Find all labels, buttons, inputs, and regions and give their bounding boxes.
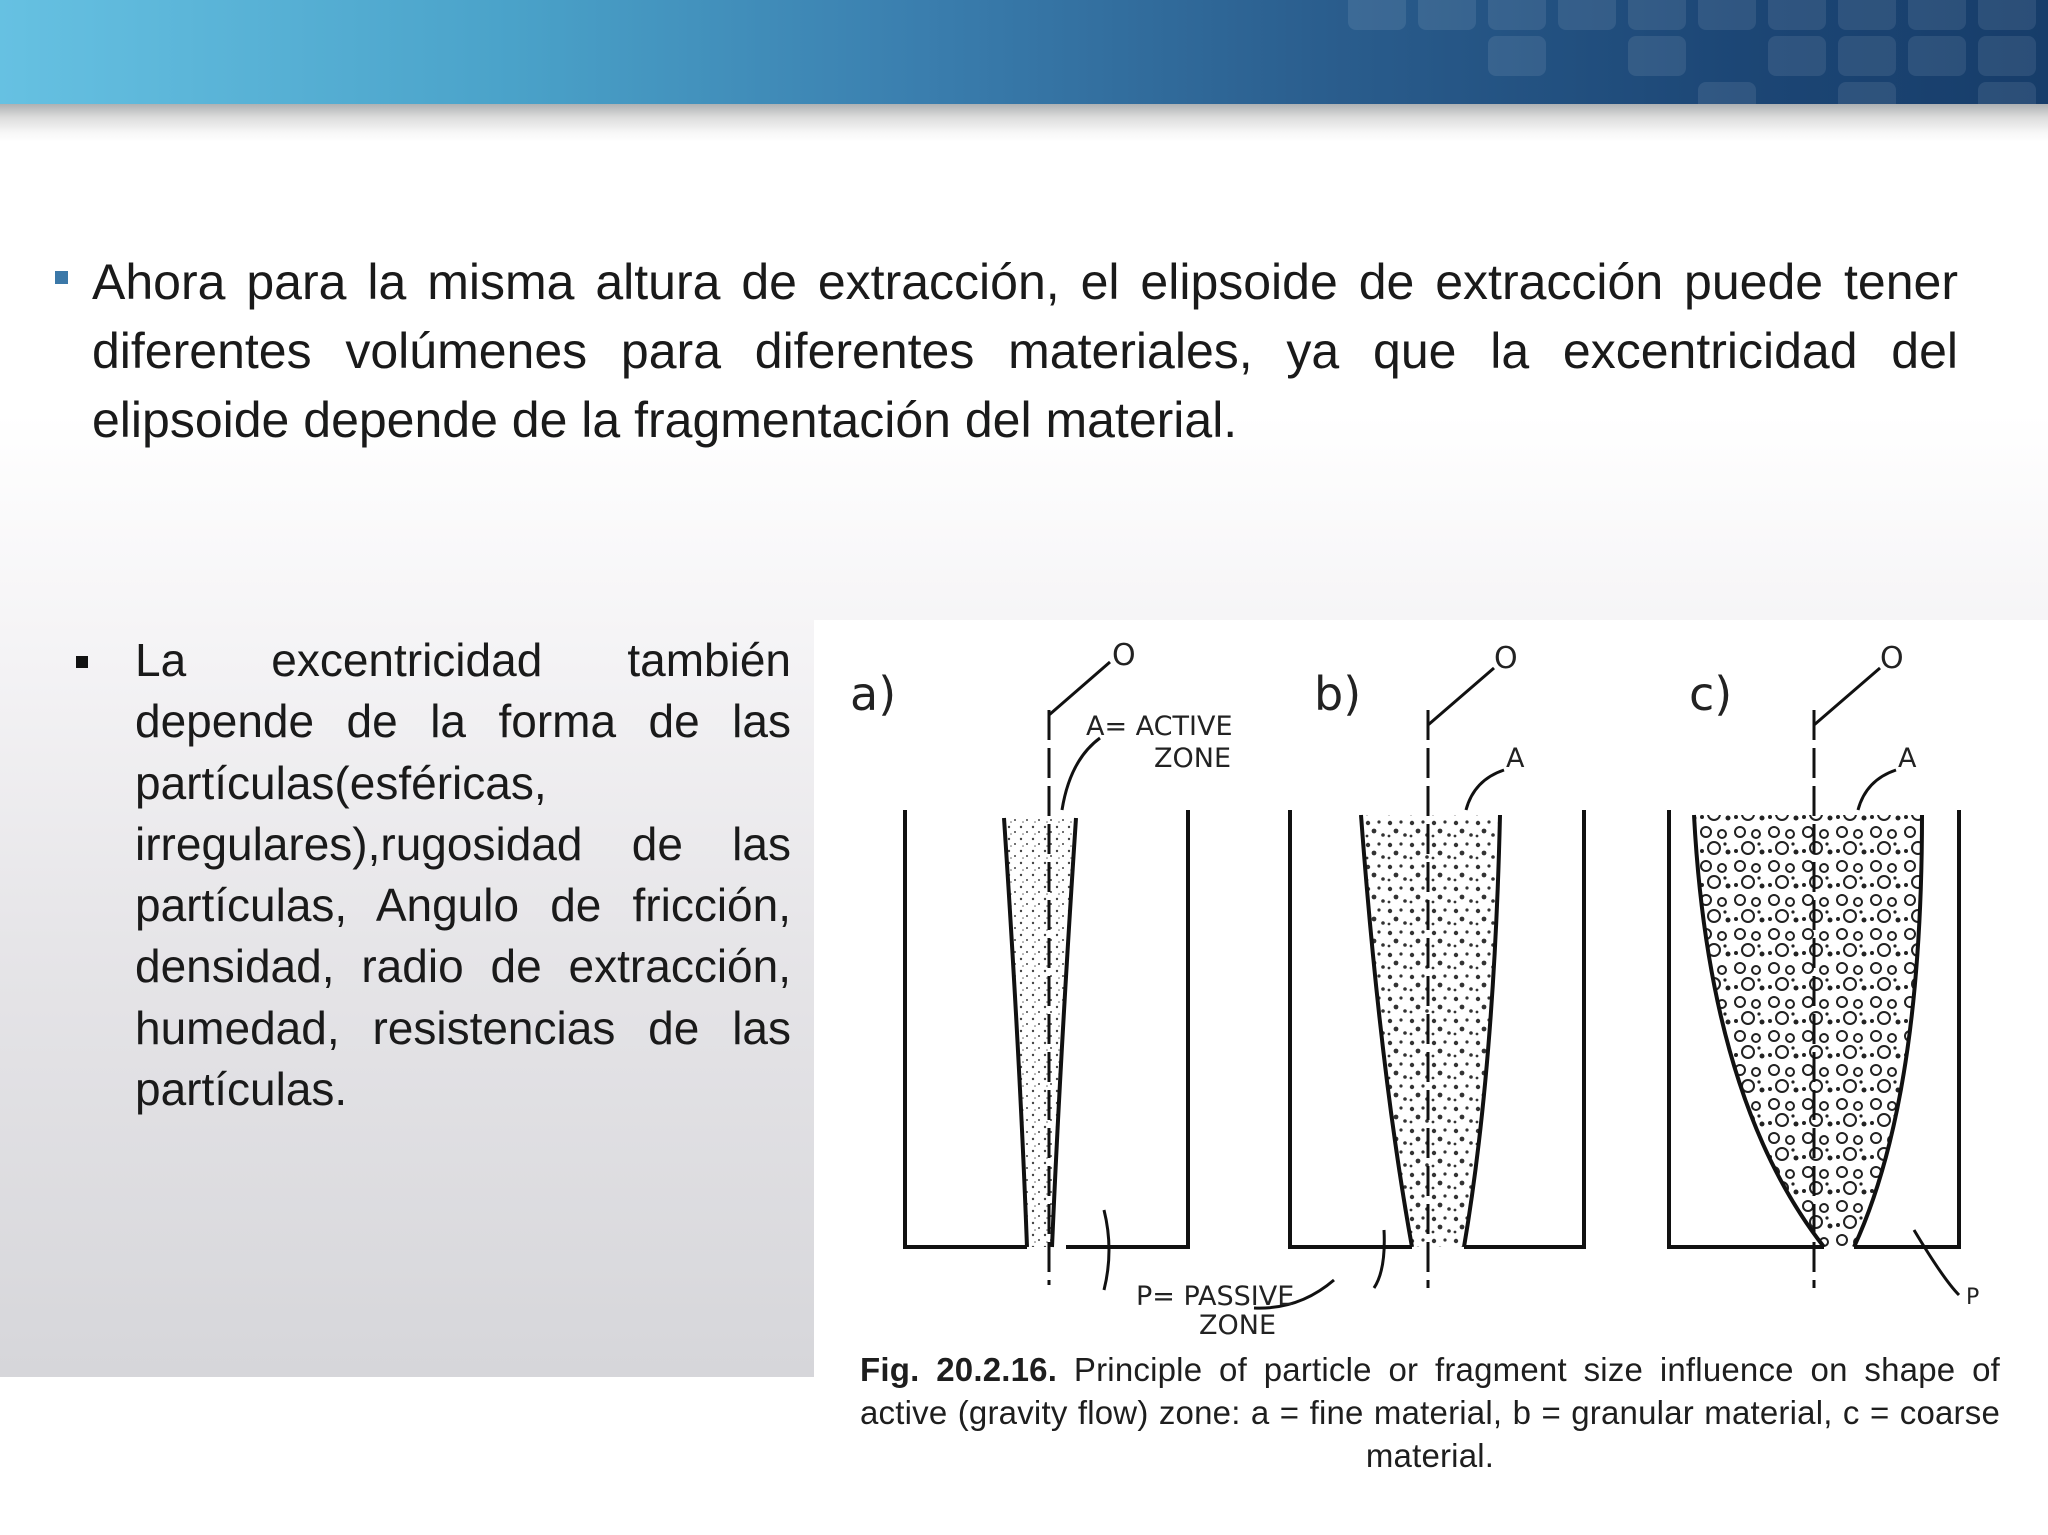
axis-marker-a: O	[1112, 638, 1136, 673]
panel-c	[1669, 641, 1979, 1310]
bullet-marker	[76, 656, 88, 668]
passive-marker-c: P	[1966, 1285, 1980, 1310]
figure-gravity-flow-zones	[814, 620, 2048, 1535]
panel-c-label: c)	[1689, 667, 1733, 721]
passive-zone-label-line1: P= PASSIVE	[1136, 1281, 1295, 1312]
panel-a-label: a)	[850, 667, 897, 721]
figure-caption	[860, 1348, 2000, 1477]
figure-caption-text: Principle of particle or fragment size influence on shape of active (gravity flow) zone: a = fine material, b = granular material, c = coarse material.	[860, 1351, 2000, 1474]
header-shadow	[0, 104, 2048, 142]
figure-diagram	[814, 620, 2048, 1340]
axis-marker-c: O	[1880, 641, 1904, 676]
axis-marker-b: O	[1494, 641, 1518, 676]
secondary-paragraph: La excentricidad también depende de la forma de las partículas(esféricas, irregulares),rugosidad de las partículas, Angulo de fricción, densidad, radio de extracción, humedad, resistencias de las partículas.	[135, 634, 791, 1116]
main-paragraph: Ahora para la misma altura de extracción, el elipsoide de extracción puede tener diferentes volúmenes para diferentes materiales, ya que la excentricidad del elipsoide depende de la fragmentación del material.	[92, 254, 1958, 448]
slide-header-band	[0, 0, 2048, 104]
bullet-marker	[55, 271, 68, 284]
panel-b-label: b)	[1314, 667, 1362, 721]
passive-zone-label-line2: ZONE	[1199, 1310, 1277, 1340]
header-tile-pattern	[1288, 0, 2048, 104]
panel-a	[850, 638, 1334, 1340]
active-zone-label-line1: A= ACTIVE	[1086, 711, 1233, 742]
panel-b	[1290, 641, 1584, 1288]
active-marker-c: A	[1898, 743, 1917, 774]
active-marker-b: A	[1506, 743, 1525, 774]
figure-caption-number: Fig. 20.2.16.	[860, 1351, 1058, 1388]
active-zone-label-line2: ZONE	[1154, 743, 1232, 774]
